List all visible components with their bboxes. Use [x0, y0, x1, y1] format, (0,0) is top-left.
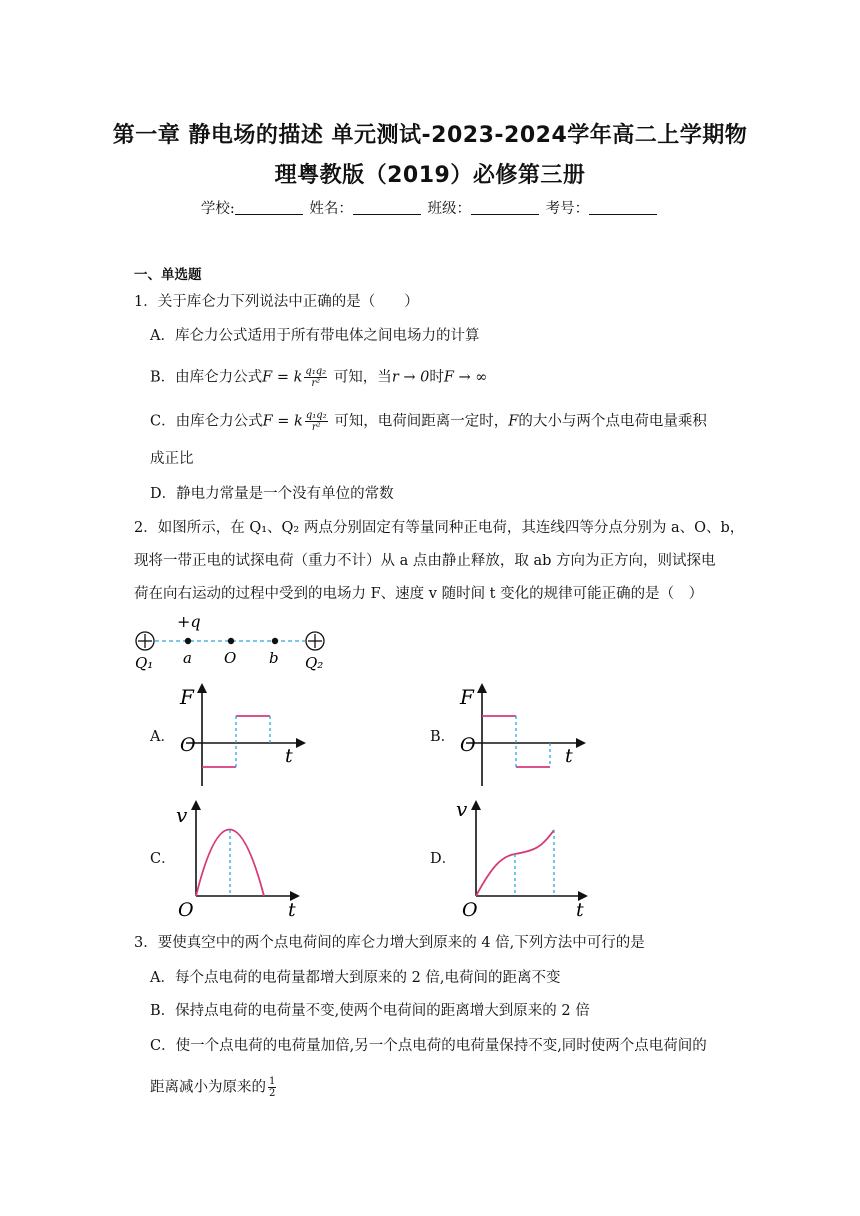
school-label: 学校: — [200, 201, 235, 217]
point-a — [185, 638, 191, 644]
q1-label: Q₁ — [135, 654, 154, 672]
coulomb-fraction: $\frac{\text{q₁q₂}}{\text{r²}}$ — [305, 366, 327, 389]
q1-option-a: A．库仑力公式适用于所有带电体之间电场力的计算 — [150, 328, 480, 344]
q1-option-c: C．由库仑力公式F = k $\frac{\text{q₁q₂}}{\text{r²}}$ 可知，电荷间距离一定时，F的大小与两个点电荷电量乘积 — [150, 410, 707, 433]
axis-label-t: t — [288, 899, 296, 921]
origin-label: O — [178, 899, 194, 921]
class-blank[interactable] — [471, 200, 539, 215]
test-charge-label: +q — [177, 612, 201, 631]
q3-stem: 3．要使真空中的两个点电荷间的库仑力增大到原来的 4 倍,下列方法中可行的是 — [134, 935, 645, 951]
q2-graph-d — [452, 796, 602, 921]
origin-label: O — [180, 734, 196, 756]
axis-label-f: F — [460, 685, 474, 709]
axis-label-t: t — [285, 745, 293, 767]
charge-line-figure — [125, 612, 345, 674]
q3-option-c-line2: 距离减小为原来的 $\frac{1}{2}$ — [150, 1076, 276, 1099]
point-b — [272, 638, 278, 644]
section-heading: 一、单选题 — [134, 267, 202, 283]
q3-option-a: A．每个点电荷的电荷量都增大到原来的 2 倍,电荷间的距离不变 — [150, 970, 561, 986]
point-o — [228, 638, 234, 644]
q2-graph-b — [456, 680, 596, 790]
student-info-row — [0, 197, 860, 218]
q2-option-b-label: B． — [430, 729, 456, 745]
q2-label: Q₂ — [305, 654, 324, 672]
axis-label-t: t — [565, 745, 573, 767]
school-blank[interactable] — [235, 200, 303, 215]
axis-label-v: v — [176, 803, 188, 827]
o-label: O — [224, 649, 237, 667]
q2-stem-line1: 2．如图所示，在 Q₁、Q₂ 两点分别固定有等量同种正电荷，其连线四等分点分别为 a、O、b， — [134, 520, 745, 536]
q2-option-c-label: C． — [150, 851, 176, 867]
exam-no-blank[interactable] — [589, 200, 657, 215]
origin-label: O — [460, 734, 476, 756]
q2-option-d-label: D． — [430, 851, 457, 867]
q1-option-b: B．由库仑力公式F = k $\frac{\text{q₁q₂}}{\text{r²}}$ 可知，当r → 0时F → ∞ — [150, 366, 488, 389]
document-title-line1: 第一章 静电场的描述 单元测试-2023-2024学年高二上学期物 — [112, 123, 748, 148]
q3-option-c-line1: C．使一个点电荷的电荷量加倍,另一个点电荷的电荷量保持不变,同时使两个点电荷间的 — [150, 1038, 707, 1054]
q2-option-a-label: A． — [150, 729, 175, 745]
q1-stem: 1．关于库仑力下列说法中正确的是（ ） — [134, 294, 419, 310]
axis-label-f: F — [180, 685, 194, 709]
a-label: a — [183, 649, 192, 667]
name-label: 姓名： — [309, 201, 353, 217]
name-blank[interactable] — [353, 200, 421, 215]
half-fraction: $\frac{1}{2}$ — [269, 1076, 276, 1099]
q2-graph-a — [176, 680, 316, 790]
coulomb-fraction: $\frac{\text{q₁q₂}}{\text{r²}}$ — [305, 410, 327, 433]
b-label: b — [269, 649, 279, 667]
q2-stem-line3: 荷在向右运动的过程中受到的电场力 F、速度 v 随时间 t 变化的规律可能正确的是（ ） — [134, 586, 704, 602]
q1-option-d: D．静电力常量是一个没有单位的常数 — [150, 486, 394, 502]
axis-label-v: v — [456, 797, 468, 821]
q3-option-b: B．保持点电荷的电荷量不变,使两个电荷间的距离增大到原来的 2 倍 — [150, 1003, 590, 1019]
exam-no-label: 考号： — [545, 201, 590, 217]
document-title-line2: 理粤教版（2019）必修第三册 — [274, 163, 586, 188]
axis-label-t: t — [576, 899, 584, 921]
q2-stem-line2: 现将一带正电的试探电荷（重力不计）从 a 点由静止释放，取 ab 方向为正方向，则试探电 — [134, 553, 716, 569]
origin-label: O — [462, 899, 478, 921]
q2-graph-c — [172, 796, 312, 921]
q1-option-c-cont: 成正比 — [150, 451, 194, 467]
class-label: 班级： — [427, 201, 471, 217]
